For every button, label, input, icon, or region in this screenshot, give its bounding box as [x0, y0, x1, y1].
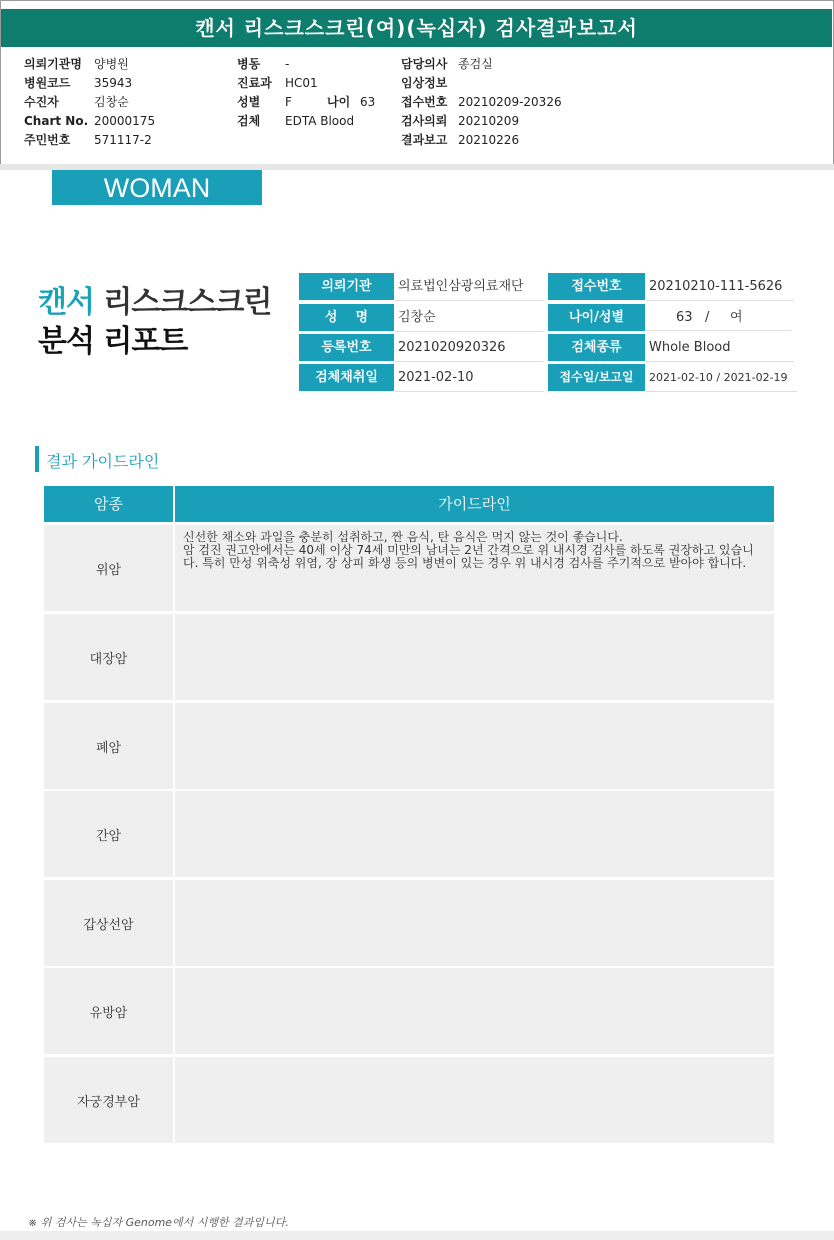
info-label: 접수번호: [548, 273, 645, 300]
header-label: 결과보고: [401, 133, 448, 147]
info-label: 검체종류: [548, 334, 645, 361]
header-label: 진료과: [237, 76, 272, 90]
bottom-band: [0, 1231, 834, 1240]
heading-rest: 리스크스크린: [93, 285, 272, 320]
cancer-type-cell: 갑상선암: [44, 880, 173, 966]
report-heading-line1: [38, 277, 271, 321]
guideline-text-cell: [175, 614, 774, 700]
info-label: 검체채취일: [299, 364, 394, 391]
header-label: 접수번호: [401, 95, 448, 109]
info-value: 2021-02-10: [395, 364, 544, 392]
cancer-type-cell: 위암: [44, 525, 173, 611]
header-label: 병동: [237, 57, 261, 71]
info-value: 김창순: [395, 304, 544, 332]
header-label: 의뢰기관명: [24, 57, 82, 71]
info-value: 2021020920326: [395, 334, 544, 362]
report-title: 캔서 리스크스크린(여)(녹십자) 검사결과보고서: [1, 9, 832, 47]
info-label: 성 명: [299, 304, 394, 331]
header-value: 20210226: [458, 133, 520, 147]
header-value: F: [285, 95, 292, 109]
header-label: 성별: [237, 95, 261, 109]
info-value: 의료법인삼광의료재단: [395, 273, 544, 301]
header-col-3: [401, 55, 562, 150]
column-header-cancer: 암종: [44, 486, 173, 522]
info-label: 접수일/보고일: [548, 364, 645, 391]
header-value: 20210209: [458, 114, 520, 128]
info-value: Whole Blood: [646, 334, 794, 362]
header-value: 김창순: [94, 95, 129, 109]
cancer-type-cell: 간암: [44, 791, 173, 877]
header-value: 35943: [94, 76, 133, 90]
header-label: 검체: [237, 114, 261, 128]
header-label: 검사의뢰: [401, 114, 448, 128]
header-value: 20210209-20326: [458, 95, 562, 109]
header-col-2: [237, 55, 375, 131]
cancer-type-cell: 유방암: [44, 968, 173, 1054]
info-label: 의뢰기관: [299, 273, 394, 300]
cancer-type-cell: 폐암: [44, 703, 173, 789]
age-label: 나이: [327, 95, 351, 109]
guideline-text-cell: [175, 880, 774, 966]
info-label: 나이/성별: [548, 304, 645, 331]
woman-badge: WOMAN: [52, 170, 262, 205]
header-label: 담당의사: [401, 57, 448, 71]
guideline-text-cell: [175, 968, 774, 1054]
info-value: 2021-02-10 / 2021-02-19: [646, 364, 797, 392]
report-heading-line2: 분석 리포트: [38, 324, 188, 359]
header-value: 종검실: [458, 57, 493, 71]
info-value: 63 / 여: [646, 304, 791, 331]
header-value: 20000175: [94, 114, 156, 128]
header-value: 571117-2: [94, 133, 152, 147]
column-header-guideline: 가이드라인: [175, 486, 774, 522]
header-label: 임상정보: [401, 76, 448, 90]
guideline-text-cell: 신선한 채소와 과일을 충분히 섭취하고, 짠 음식, 탄 음식은 먹지 않는 것이 좋습니다. 암 검진 권고안에서는 40세 이상 74세 미만의 남녀는 2년 간격으로 위 내시경 검사를 하도록 권장하고 있습니다. 특히 만성 위축성 위염, 장 상피 화생 등의 병변이 있는 경우 위 내시경 검사를 주기적으로 받아야 합니다.: [175, 525, 774, 611]
guideline-text-cell: [175, 791, 774, 877]
heading-accent: 캔서: [38, 285, 94, 320]
header-value: -: [285, 57, 290, 71]
header-label: Chart No.: [24, 114, 89, 128]
age-value: 63: [360, 95, 376, 109]
header-label: 수진자: [24, 95, 59, 109]
cancer-type-cell: 대장암: [44, 614, 173, 700]
header-col-1: [24, 55, 155, 150]
guideline-text-cell: [175, 703, 774, 789]
header-value: HC01: [285, 76, 318, 90]
info-label: 등록번호: [299, 334, 394, 361]
header-value: EDTA Blood: [285, 114, 355, 128]
section-title: 결과 가이드라인: [46, 452, 160, 471]
cancer-type-cell: 자궁경부암: [44, 1057, 173, 1143]
header-label: 주민번호: [24, 133, 71, 147]
header-label: 병원코드: [24, 76, 71, 90]
guideline-text-cell: [175, 1057, 774, 1143]
info-value: 20210210-111-5626: [646, 273, 794, 301]
footer-note: ※ 위 검사는 녹십자 Genome에서 시행한 결과입니다.: [28, 1216, 289, 1229]
section-marker: [35, 446, 39, 472]
header-value: 양병원: [94, 57, 129, 71]
